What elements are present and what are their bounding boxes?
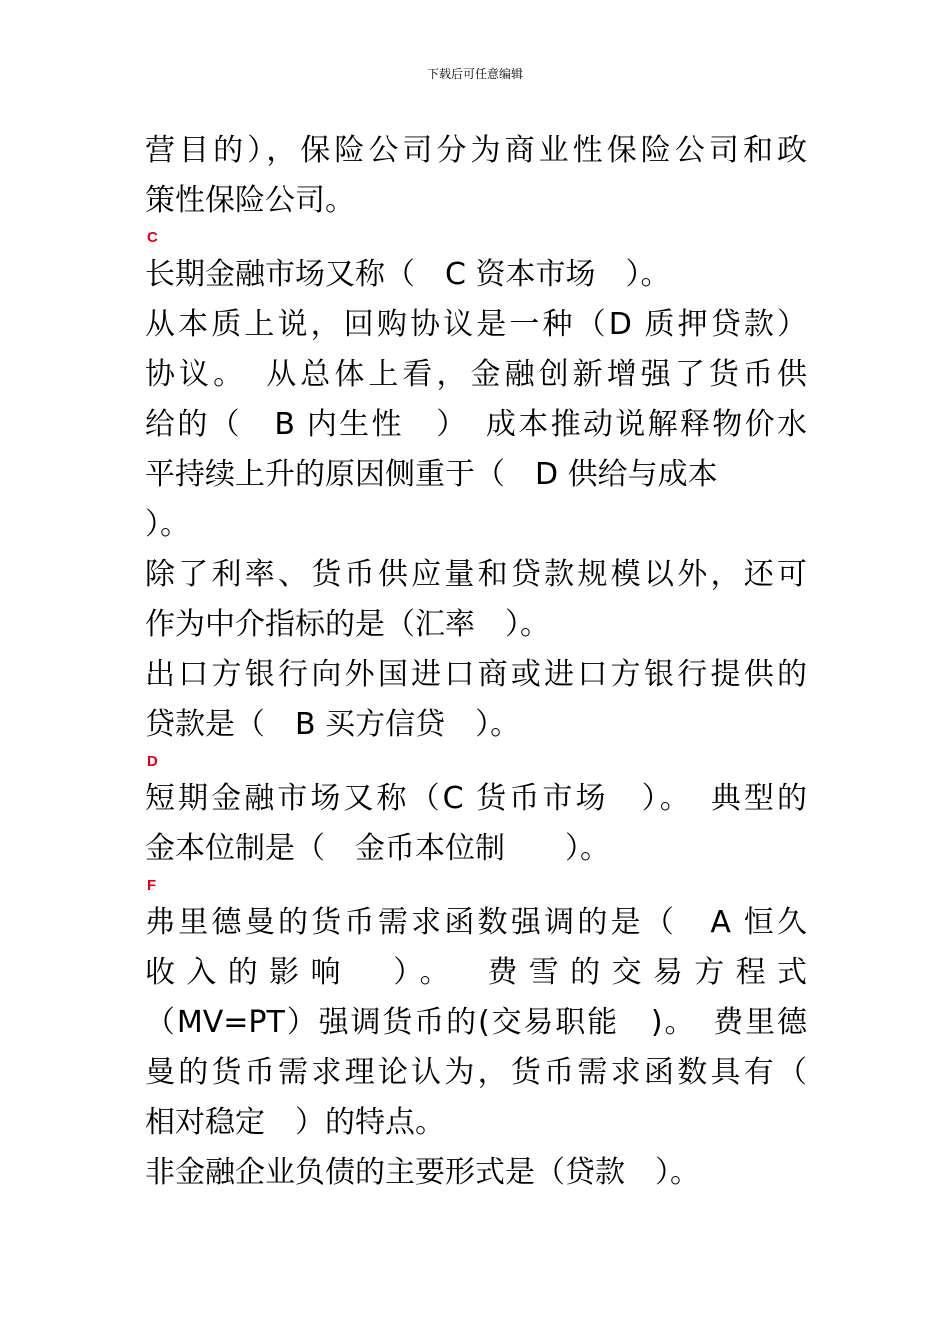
text-line: 给的（ B 内生性 ） 成本推动说解释物价水 — [145, 407, 807, 442]
section-letter-marker: C — [147, 229, 158, 246]
text-line: 弗里德曼的货币需求函数强调的是（ A 恒久 — [145, 905, 807, 940]
section-letter-marker: F — [147, 877, 157, 894]
text-line: 平持续上升的原因侧重于（ D 供给与成本 — [145, 457, 718, 492]
text-line: （MV=PT）强调货币的(交易职能 )。 费里德 — [145, 1005, 807, 1040]
text-line: 金本位制是（ 金币本位制 ）。 — [145, 831, 610, 866]
text-line: 除了利率、货币供应量和贷款规模以外，还可 — [145, 557, 807, 592]
text-line: 出口方银行向外国进口商或进口方银行提供的 — [145, 657, 807, 692]
text-line: 收入的影响 ）。 费雪的交易方程式 — [145, 955, 807, 990]
text-line: ）。 — [145, 507, 190, 542]
page-header: 下载后可任意编辑 — [426, 67, 523, 81]
text-line: 协议。 从总体上看，金融创新增强了货币供 — [145, 357, 807, 392]
text-line: 长期金融市场又称（ C 资本市场 ）。 — [145, 257, 671, 292]
text-line: 作为中介指标的是（汇率 ）。 — [145, 607, 550, 642]
section-letter-marker: D — [147, 753, 158, 770]
text-line: 非金融企业负债的主要形式是（贷款 ）。 — [145, 1155, 700, 1190]
text-line: 从本质上说，回购协议是一种（D 质押贷款） — [145, 307, 807, 342]
text-line: 策性保险公司。 — [145, 183, 355, 218]
document-body — [145, 126, 807, 1198]
text-line: 相对稳定 ）的特点。 — [145, 1105, 445, 1140]
text-line: 贷款是（ B 买方信贷 ）。 — [145, 707, 521, 742]
text-line: 短期金融市场又称（C 货币市场 ）。 典型的 — [145, 781, 807, 816]
text-line: 曼的货币需求理论认为，货币需求函数具有（ — [145, 1055, 807, 1090]
text-line: 营目的），保险公司分为商业性保险公司和政 — [145, 133, 807, 168]
